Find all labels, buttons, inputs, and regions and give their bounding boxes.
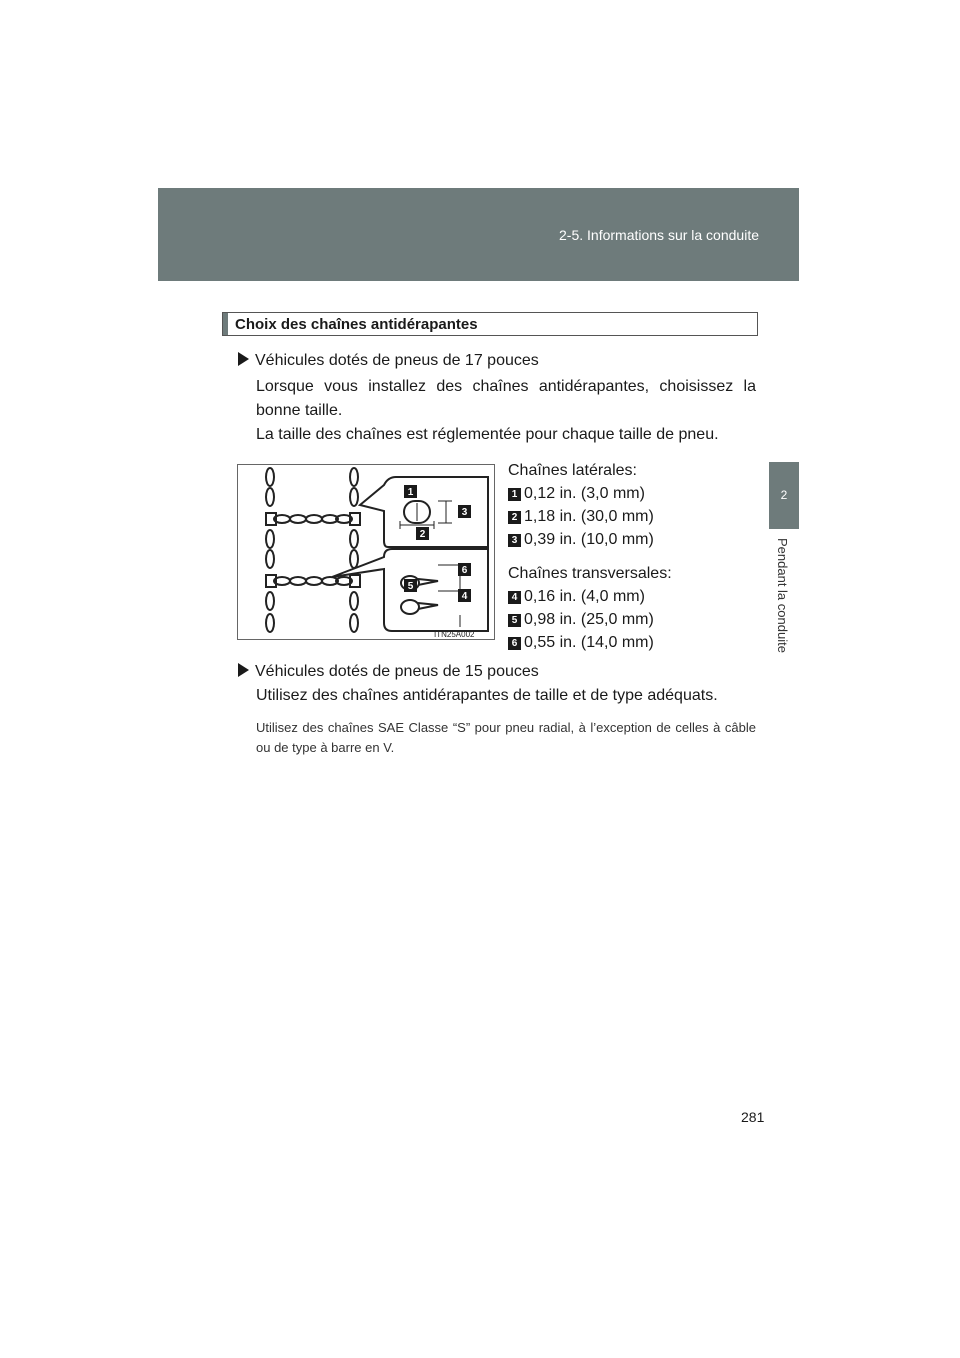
chain-type-note: Utilisez des chaînes SAE Classe “S” pour pneu radial, à l’exception de celles à câble ou de type à barre en V. — [256, 720, 756, 755]
number-badge-icon: 5 — [508, 614, 521, 627]
bullet-15-body — [256, 684, 756, 708]
spec-row-4 — [508, 588, 645, 606]
snow-chain-diagram — [237, 464, 495, 640]
figure-label-1: 1 — [407, 487, 414, 498]
section-title: Choix des chaînes antidérapantes — [235, 316, 478, 333]
bullet-15-line1: Utilisez des chaînes antidérapantes de taille et de type adéquats. — [256, 687, 718, 704]
number-badge-icon: 4 — [508, 591, 521, 604]
spec-row-2 — [508, 508, 654, 526]
page-number: 281 — [741, 1109, 765, 1125]
spec-value-1: 0,12 in. (3,0 mm) — [524, 485, 645, 502]
bullet-17-heading: Véhicules dotés de pneus de 17 pouces — [255, 352, 539, 369]
spec-row-1 — [508, 485, 645, 503]
spec-row-6 — [508, 634, 654, 652]
section-title-box — [222, 312, 758, 336]
bullet-15-inch — [238, 660, 539, 684]
number-badge-icon: 3 — [508, 534, 521, 547]
figure-code: ITN25A002 — [434, 630, 475, 639]
cross-chains-heading: Chaînes transversales: — [508, 565, 672, 582]
chapter-tab[interactable]: 2 — [769, 462, 799, 529]
bullet-17-line1: Lorsque vous installez des chaînes antidérapantes, choisissez la bonne taille. — [256, 378, 756, 419]
side-chains-heading: Chaînes latérales: — [508, 462, 637, 479]
bullet-17-inch — [238, 349, 539, 373]
spec-row-5 — [508, 611, 654, 629]
spec-value-2: 1,18 in. (30,0 mm) — [524, 508, 654, 525]
triangle-bullet-icon — [238, 663, 249, 677]
bullet-17-body — [256, 375, 756, 447]
spec-row-3 — [508, 531, 654, 549]
figure-label-4: 4 — [461, 591, 468, 602]
spec-value-6: 0,55 in. (14,0 mm) — [524, 634, 654, 651]
figure-label-6: 6 — [461, 565, 468, 576]
number-badge-icon: 2 — [508, 511, 521, 524]
figure-label-3: 3 — [461, 507, 468, 518]
chain-illustration — [238, 465, 494, 639]
spec-value-5: 0,98 in. (25,0 mm) — [524, 611, 654, 628]
triangle-bullet-icon — [238, 352, 249, 366]
bullet-15-heading: Véhicules dotés de pneus de 15 pouces — [255, 663, 539, 680]
bullet-17-line2: La taille des chaînes est réglementée pour chaque taille de pneu. — [256, 426, 719, 443]
header-band — [158, 188, 799, 281]
spec-value-4: 0,16 in. (4,0 mm) — [524, 588, 645, 605]
chapter-label: Pendant la conduite — [775, 538, 790, 653]
section-title-bar — [223, 313, 228, 335]
spec-value-3: 0,39 in. (10,0 mm) — [524, 531, 654, 548]
number-badge-icon: 6 — [508, 637, 521, 650]
section-header: 2-5. Informations sur la conduite — [559, 227, 759, 243]
figure-label-2: 2 — [419, 529, 426, 540]
number-badge-icon: 1 — [508, 488, 521, 501]
figure-label-5: 5 — [407, 581, 414, 592]
